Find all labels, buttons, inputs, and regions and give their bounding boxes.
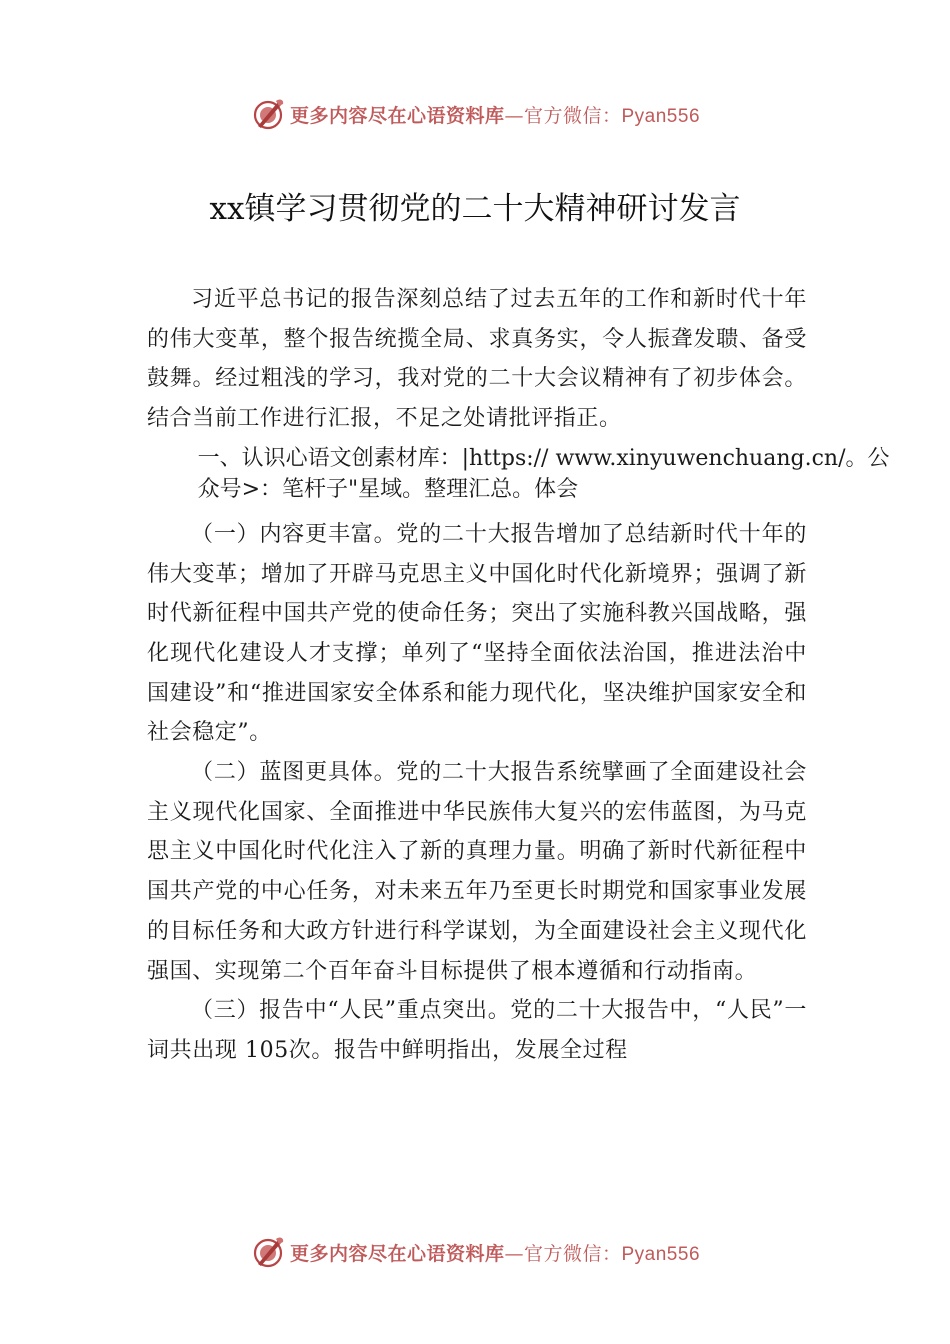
document-title: xx镇学习贯彻党的二十大精神研讨发言 <box>209 191 741 227</box>
paragraph-intro: 习近平总书记的报告深刻总结了过去五年的工作和新时代十年的伟大变革，整个报告统揽全局、求真务实，令人振聋发聩、备受鼓舞。经过粗浅的学习，我对党的二十大会议精神有了初步体会。结合当前工作进行汇报，不足之处请批评指正。 <box>147 287 807 432</box>
paragraph-people: （三）报告中“人民”重点突出。党的二十大报告中，“人民”一词共出现 105次。报告中鲜明指出，发展全过程 <box>147 998 807 1063</box>
watermark-site-name: 更多内容尽在心语资料库 <box>289 104 505 127</box>
document-body <box>147 280 890 1071</box>
watermark-wechat-label: 官方微信： <box>523 104 622 127</box>
watermark-dash: — <box>504 1242 524 1265</box>
watermark-wechat-id: Pyan556 <box>621 105 701 127</box>
paragraph-content-richer: （一）内容更丰富。党的二十大报告增加了总结新时代十年的伟大变革；增加了开辟马克思主义中国化时代化新境界；强调了新时代新征程中国共产党的使命任务；突出了实施科教兴国战略，强化现代化建设人才支撑；单列了“坚持全面依法治国，推进法治中国建设”和“推进国家安全体系和能力现代化，坚决维护国家安全和社会稳定”。 <box>147 521 807 746</box>
watermark-wechat-id: Pyan556 <box>621 1243 701 1265</box>
paragraph-section-one: 一、认识心语文创素材库：|https:// www.xinyuwenchuang.cn/。公众号>：笔杆子"星域。整理汇总。体会 <box>197 445 890 502</box>
quill-pen-seal-icon <box>250 96 286 132</box>
watermark-dash: — <box>504 104 524 127</box>
footer-watermark <box>0 1232 950 1272</box>
paragraph-blueprint: （二）蓝图更具体。党的二十大报告系统擘画了全面建设社会主义现代化国家、全面推进中华民族伟大复兴的宏伟蓝图，为马克思主义中国化时代化注入了新的真理力量。明确了新时代新征程中国共产党的中心任务，对未来五年乃至更长时期党和国家事业发展的目标任务和大政方针进行科学谋划，为全面建设社会主义现代化强国、实现第二个百年奋斗目标提供了根本遵循和行动指南。 <box>147 760 807 984</box>
header-watermark <box>0 94 950 134</box>
watermark-wechat-label: 官方微信： <box>523 1242 622 1265</box>
quill-pen-seal-icon <box>250 1234 286 1270</box>
watermark-text <box>290 1239 700 1266</box>
watermark-text <box>290 101 700 128</box>
watermark-site-name: 更多内容尽在心语资料库 <box>289 1242 505 1265</box>
